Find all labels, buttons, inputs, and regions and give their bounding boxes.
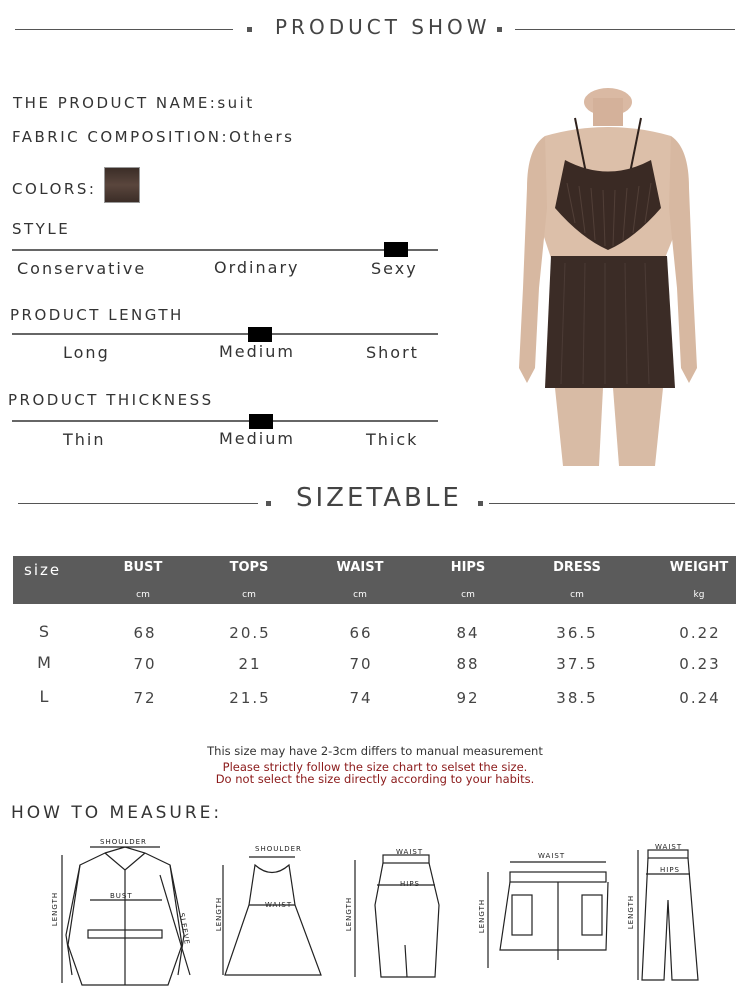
- unit-weight: kg: [693, 590, 705, 600]
- how-to-measure-title: HOW TO MEASURE:: [11, 803, 223, 823]
- col-hips: HIPS: [450, 560, 486, 575]
- unit-waist: cm: [353, 590, 367, 600]
- cell-dress: 36.5: [556, 624, 598, 642]
- unit-dress: cm: [570, 590, 584, 600]
- cell-size: L: [39, 687, 51, 706]
- sizetable-title: SIZETABLE: [296, 483, 462, 513]
- length-option-long: Long: [63, 343, 110, 362]
- size-warning-1: Please strictly follow the size chart to selset the size.: [222, 760, 528, 774]
- product-name-label: THE PRODUCT NAME:: [13, 94, 218, 112]
- col-dress: DRESS: [553, 560, 601, 575]
- style-marker: [384, 242, 408, 257]
- cell-tops: 21.5: [229, 689, 271, 707]
- measurement-note: This size may have 2-3cm differs to manual measurement: [207, 744, 543, 758]
- unit-tops: cm: [242, 590, 256, 600]
- shorts-diagram: [478, 850, 618, 975]
- dress-diagram: [215, 845, 330, 985]
- cell-dress: 38.5: [556, 689, 598, 707]
- cell-dress: 37.5: [556, 655, 598, 673]
- style-option-ordinary: Ordinary: [214, 258, 300, 277]
- shorts-length-label: LENGTH: [478, 898, 487, 934]
- cell-tops: 20.5: [229, 624, 271, 642]
- cell-weight: 0.22: [679, 624, 721, 642]
- skirt-length-label: LENGTH: [345, 896, 354, 932]
- cell-tops: 21: [238, 655, 262, 673]
- size-warning-2: Do not select the size directly according to your habits.: [215, 772, 535, 786]
- jacket-length-label: LENGTH: [51, 891, 60, 927]
- jacket-bust-label: BUST: [110, 892, 133, 900]
- thickness-label: PRODUCT THICKNESS: [8, 391, 214, 409]
- unit-hips: cm: [461, 590, 475, 600]
- col-size: size: [24, 561, 62, 579]
- pants-hips-label: HIPS: [660, 866, 680, 874]
- length-marker: [248, 327, 272, 342]
- header-dot-left: [247, 27, 252, 32]
- cell-waist: 70: [349, 655, 373, 673]
- thickness-option-thin: Thin: [63, 430, 106, 449]
- pants-length-label: LENGTH: [627, 894, 636, 930]
- pants-waist-label: WAIST: [655, 843, 683, 851]
- style-option-conservative: Conservative: [17, 259, 147, 278]
- style-scale: [12, 249, 438, 251]
- sizetable-rule-right: [489, 503, 735, 504]
- dress-length-label: LENGTH: [215, 896, 224, 932]
- sizetable-dot-left: [266, 501, 271, 506]
- length-scale: [12, 333, 438, 335]
- skirt-diagram: [345, 845, 445, 985]
- cell-hips: 92: [456, 689, 480, 707]
- fabric-label: FABRIC COMPOSITION:: [12, 128, 230, 146]
- length-option-short: Short: [366, 343, 419, 362]
- cell-hips: 88: [456, 655, 480, 673]
- jacket-diagram: [50, 835, 200, 990]
- cell-bust: 72: [133, 689, 157, 707]
- jacket-shoulder-label: SHOULDER: [100, 838, 147, 846]
- colors-label: COLORS:: [12, 180, 97, 198]
- shorts-waist-label: WAIST: [538, 852, 566, 860]
- thickness-scale: [12, 420, 438, 422]
- style-option-sexy: Sexy: [371, 259, 418, 278]
- dress-shoulder-label: SHOULDER: [255, 845, 302, 853]
- thickness-marker: [249, 414, 273, 429]
- style-label: STYLE: [12, 220, 71, 238]
- header-rule-left: [15, 29, 233, 30]
- fabric-value: Others: [229, 128, 295, 146]
- col-bust: BUST: [123, 560, 163, 575]
- product-name-value: suit: [217, 94, 255, 112]
- cell-size: M: [37, 653, 53, 672]
- cell-size: S: [38, 622, 52, 641]
- header-dot-right: [497, 27, 502, 32]
- cell-bust: 68: [133, 624, 157, 642]
- cell-waist: 74: [349, 689, 373, 707]
- cell-hips: 84: [456, 624, 480, 642]
- col-weight: WEIGHT: [669, 560, 729, 575]
- page-title: PRODUCT SHOW: [275, 15, 491, 39]
- cell-weight: 0.23: [679, 655, 721, 673]
- unit-bust: cm: [136, 590, 150, 600]
- product-name-row: [13, 94, 255, 112]
- fabric-row: [12, 128, 294, 146]
- thickness-option-medium: Medium: [219, 429, 295, 448]
- product-photo: [505, 88, 725, 466]
- cell-bust: 70: [133, 655, 157, 673]
- sizetable-dot-right: [478, 501, 483, 506]
- dress-waist-label: WAIST: [265, 901, 293, 909]
- skirt-hips-label: HIPS: [400, 880, 420, 888]
- jacket-sleeve-label: SLEEVE: [177, 912, 191, 946]
- sizetable-rule-left: [18, 503, 258, 504]
- thickness-option-thick: Thick: [366, 430, 419, 449]
- cell-waist: 66: [349, 624, 373, 642]
- length-label: PRODUCT LENGTH: [10, 306, 184, 324]
- header-rule-right: [515, 29, 735, 30]
- length-option-medium: Medium: [219, 342, 295, 361]
- col-waist: WAIST: [336, 560, 384, 575]
- color-swatch[interactable]: [104, 167, 140, 203]
- cell-weight: 0.24: [679, 689, 721, 707]
- col-tops: TOPS: [229, 560, 269, 575]
- skirt-waist-label: WAIST: [396, 848, 424, 856]
